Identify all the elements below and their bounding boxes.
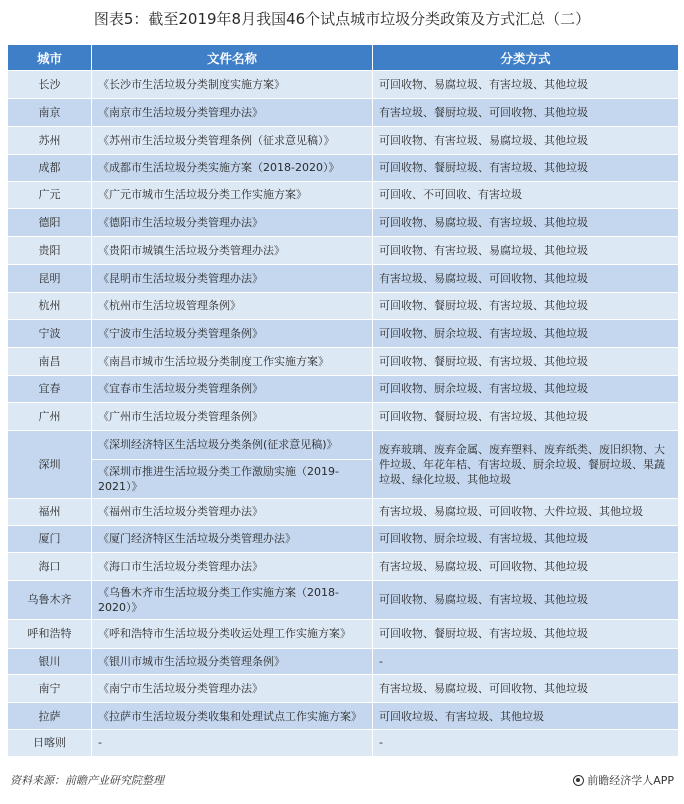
header-city: 城市: [8, 45, 92, 71]
table-row: [8, 619, 679, 648]
city-cell: 南京: [8, 98, 92, 126]
table-row: [8, 154, 679, 181]
table-row: [8, 553, 679, 581]
document-cell: 《杭州市生活垃圾管理条例》: [92, 292, 373, 320]
method-cell: 废弃玻璃、废弃金属、废弃塑料、废弃纸类、废旧织物、大件垃圾、年花年桔、有害垃圾、厨余垃圾、餐厨垃圾、果蔬垃圾、绿化垃圾、其他垃圾: [373, 430, 679, 498]
policy-table: [7, 44, 679, 757]
city-cell: 苏州: [8, 126, 92, 154]
table-row: [8, 375, 679, 403]
table-row: [8, 498, 679, 525]
method-cell: 可回收、不可回收、有害垃圾: [373, 181, 679, 209]
method-cell: 有害垃圾、易腐垃圾、可回收物、其他垃圾: [373, 553, 679, 581]
table-row: [8, 703, 679, 730]
document-cell: 《广元市城市生活垃圾分类工作实施方案》: [92, 181, 373, 209]
city-cell: 南宁: [8, 675, 92, 703]
city-cell: 日喀则: [8, 730, 92, 757]
city-cell: 长沙: [8, 71, 92, 99]
document-cell: 《厦门经济特区生活垃圾分类管理办法》: [92, 525, 373, 553]
city-cell: 深圳: [8, 430, 92, 498]
table-row: [8, 98, 679, 126]
method-cell: 可回收物、餐厨垃圾、有害垃圾、其他垃圾: [373, 348, 679, 376]
city-cell: 厦门: [8, 525, 92, 553]
document-cell: 《昆明市生活垃圾分类管理办法》: [92, 264, 373, 292]
header-method: 分类方式: [373, 45, 679, 71]
document-cell: 《乌鲁木齐市生活垃圾分类工作实施方案（2018-2020）》: [92, 581, 373, 620]
table-row: [8, 525, 679, 553]
method-cell: 可回收物、有害垃圾、易腐垃圾、其他垃圾: [373, 237, 679, 265]
city-cell: 海口: [8, 553, 92, 581]
header-document: 文件名称: [92, 45, 373, 71]
method-cell: -: [373, 730, 679, 757]
table-row: [8, 648, 679, 675]
city-cell: 贵阳: [8, 237, 92, 265]
table-row: [8, 71, 679, 99]
page-title: 图表5：截至2019年8月我国46个试点城市垃圾分类政策及方式汇总（二）: [93, 10, 591, 28]
table-row: [8, 181, 679, 209]
table-row: [8, 264, 679, 292]
method-cell: 有害垃圾、易腐垃圾、可回收物、大件垃圾、其他垃圾: [373, 498, 679, 525]
brand-label: [573, 772, 674, 788]
document-cell: 《南昌市城市生活垃圾分类制度工作实施方案》: [92, 348, 373, 376]
source-note: 资料来源：前瞻产业研究院整理: [10, 774, 164, 787]
city-cell: 成都: [8, 154, 92, 181]
method-cell: -: [373, 648, 679, 675]
city-cell: 呼和浩特: [8, 619, 92, 648]
city-cell: 拉萨: [8, 703, 92, 730]
document-cell: 《南宁市生活垃圾分类管理办法》: [92, 675, 373, 703]
document-cell: 《深圳市推进生活垃圾分类工作激励实施（2019-2021）》: [92, 459, 373, 498]
method-cell: 可回收物、餐厨垃圾、有害垃圾、其他垃圾: [373, 154, 679, 181]
method-cell: 有害垃圾、餐厨垃圾、可回收物、其他垃圾: [373, 98, 679, 126]
table-row: [8, 581, 679, 620]
table-row: [8, 209, 679, 237]
document-cell: 《贵阳市城镇生活垃圾分类管理办法》: [92, 237, 373, 265]
method-cell: 可回收物、餐厨垃圾、有害垃圾、其他垃圾: [373, 619, 679, 648]
document-cell: 《苏州市生活垃圾分类管理条例（征求意见稿）》: [92, 126, 373, 154]
brand-text: 前瞻经济学人APP: [587, 774, 674, 787]
table-row: [8, 348, 679, 376]
method-cell: 可回收物、易腐垃圾、有害垃圾、其他垃圾: [373, 71, 679, 99]
city-cell: 广元: [8, 181, 92, 209]
table-row: [8, 237, 679, 265]
document-cell: 《海口市生活垃圾分类管理办法》: [92, 553, 373, 581]
table-row: [8, 430, 679, 459]
city-cell: 广州: [8, 403, 92, 431]
document-cell: 《银川市城市生活垃圾分类管理条例》: [92, 648, 373, 675]
document-cell: 《宜春市生活垃圾分类管理条例》: [92, 375, 373, 403]
document-cell: 《宁波市生活垃圾分类管理条例》: [92, 320, 373, 348]
method-cell: 可回收物、厨余垃圾、有害垃圾、其他垃圾: [373, 525, 679, 553]
table-row: [8, 730, 679, 757]
city-cell: 宁波: [8, 320, 92, 348]
city-cell: 宜春: [8, 375, 92, 403]
table-row: [8, 675, 679, 703]
table-row: [8, 403, 679, 431]
city-cell: 银川: [8, 648, 92, 675]
table-row: [8, 292, 679, 320]
document-cell: 《长沙市生活垃圾分类制度实施方案》: [92, 71, 373, 99]
method-cell: 可回收物、易腐垃圾、有害垃圾、其他垃圾: [373, 209, 679, 237]
city-cell: 乌鲁木齐: [8, 581, 92, 620]
document-cell: -: [92, 730, 373, 757]
qianzhan-logo-icon: [573, 775, 584, 786]
document-cell: 《深圳经济特区生活垃圾分类条例(征求意见稿)》: [92, 430, 373, 459]
city-cell: 德阳: [8, 209, 92, 237]
method-cell: 可回收物、厨余垃圾、有害垃圾、其他垃圾: [373, 375, 679, 403]
method-cell: 可回收物、餐厨垃圾、有害垃圾、其他垃圾: [373, 403, 679, 431]
method-cell: 有害垃圾、易腐垃圾、可回收物、其他垃圾: [373, 675, 679, 703]
method-cell: 有害垃圾、易腐垃圾、可回收物、其他垃圾: [373, 264, 679, 292]
document-cell: 《德阳市生活垃圾分类管理办法》: [92, 209, 373, 237]
method-cell: 可回收物、有害垃圾、易腐垃圾、其他垃圾: [373, 126, 679, 154]
method-cell: 可回收垃圾、有害垃圾、其他垃圾: [373, 703, 679, 730]
document-cell: 《拉萨市生活垃圾分类收集和处理试点工作实施方案》: [92, 703, 373, 730]
document-cell: 《成都市生活垃圾分类实施方案（2018-2020）》: [92, 154, 373, 181]
method-cell: 可回收物、易腐垃圾、有害垃圾、其他垃圾: [373, 581, 679, 620]
method-cell: 可回收物、餐厨垃圾、有害垃圾、其他垃圾: [373, 292, 679, 320]
table-header-row: [8, 45, 679, 71]
city-cell: 福州: [8, 498, 92, 525]
document-cell: 《广州市生活垃圾分类管理条例》: [92, 403, 373, 431]
table-row: [8, 320, 679, 348]
document-cell: 《呼和浩特市生活垃圾分类收运处理工作实施方案》: [92, 619, 373, 648]
document-cell: 《南京市生活垃圾分类管理办法》: [92, 98, 373, 126]
city-cell: 杭州: [8, 292, 92, 320]
table-row: [8, 126, 679, 154]
table-body: [8, 71, 679, 757]
document-cell: 《福州市生活垃圾分类管理办法》: [92, 498, 373, 525]
city-cell: 昆明: [8, 264, 92, 292]
city-cell: 南昌: [8, 348, 92, 376]
method-cell: 可回收物、厨余垃圾、有害垃圾、其他垃圾: [373, 320, 679, 348]
